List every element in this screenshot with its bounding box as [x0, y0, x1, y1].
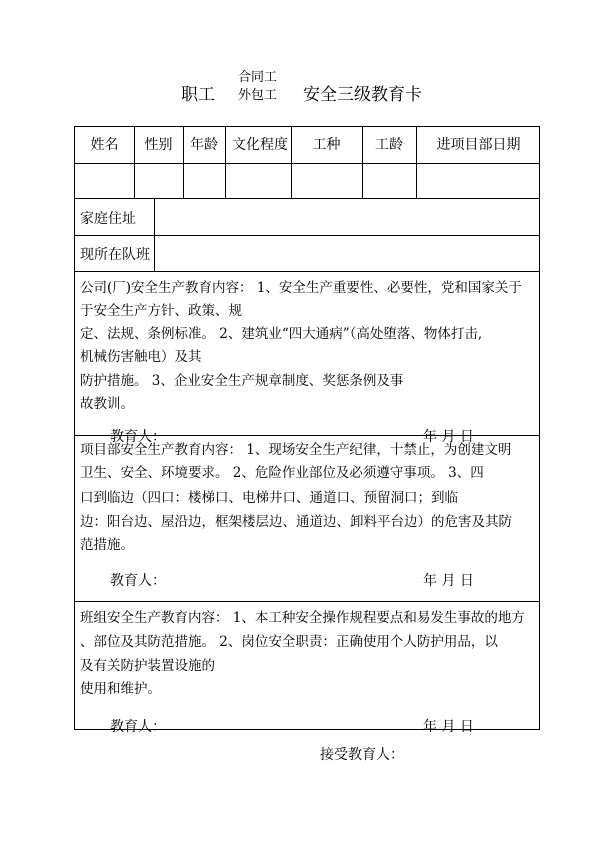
trainee-label: 接受教育人： [320, 747, 404, 763]
name-field[interactable] [75, 163, 134, 198]
project-content-line: 项目部安全生产教育内容： 1、现场安全生产纪律，十禁止，为创建文明 [80, 442, 512, 458]
gender-field[interactable] [134, 163, 183, 198]
outsourced-worker-label: 外包工 [238, 88, 278, 103]
project-content-line: 口到临边（四口：楼梯口、电梯井口、通道口、预留洞口；到临 [80, 490, 458, 506]
company-content-line: 于安全生产方针、政策、规 [80, 303, 242, 319]
team-content-line: 及有关防护装置设施的 [80, 658, 215, 674]
project-content-line: 卫生、安全、环境要求。 2、危险作业部位及必须遵守事项。 3、四 [80, 465, 484, 481]
company-date-label: 年 月 日 [423, 429, 474, 445]
work-years-field[interactable] [362, 163, 416, 198]
current-team-label: 现所在队班 [80, 247, 150, 263]
card-title: 安全三级教育卡 [303, 85, 422, 105]
column-name: 姓名 [90, 137, 119, 153]
contract-worker-label: 合同工 [238, 70, 278, 85]
company-content-line: 防护措施。 3、企业安全生产规章制度、奖惩条例及事 [80, 373, 404, 389]
column-age: 年龄 [190, 137, 218, 153]
project-education-section [75, 436, 539, 601]
company-content-line: 公司(厂)安全生产教育内容： 1、安全生产重要性、必要性，党和国家关于 [80, 280, 522, 296]
project-content-line: 范措施。 [80, 537, 134, 553]
team-education-section [75, 602, 539, 735]
home-address-label: 家庭住址 [80, 211, 136, 227]
team-content-line: 班组安全生产教育内容： 1、本工种安全操作规程要点和易发生事故的地方 [80, 610, 525, 626]
company-content-line: 机械伤害触电）及其 [80, 349, 202, 365]
column-trade: 工种 [312, 137, 341, 153]
team-educator-label: 教育人： [110, 719, 166, 735]
project-date-label: 年 月 日 [423, 573, 474, 589]
team-content-line: 、部位及其防范措施。 2、岗位安全职责：正确使用个人防护用品，以 [80, 634, 498, 650]
project-content-line: 边：阳台边、屋沿边，框架楼层边、通道边、卸料平台边）的危害及其防 [80, 514, 512, 530]
trade-field[interactable] [291, 163, 362, 198]
project-educator-label: 教育人： [110, 573, 166, 589]
current-team-field[interactable] [155, 236, 541, 271]
column-work-years: 工龄 [375, 137, 403, 153]
column-entry-date: 进项目部日期 [436, 137, 521, 153]
company-content-line: 故教训。 [80, 396, 134, 412]
company-educator-label: 教育人： [110, 429, 166, 445]
column-gender: 性别 [144, 137, 173, 153]
worker-label: 职工 [181, 85, 215, 105]
company-education-section [75, 272, 539, 445]
education-card-form [74, 126, 540, 735]
column-education-level: 文化程度 [232, 137, 288, 153]
team-content-line: 使用和维护。 [80, 681, 161, 697]
home-address-field[interactable] [155, 199, 541, 235]
team-date-label: 年 月 日 [423, 719, 474, 735]
age-field[interactable] [183, 163, 225, 198]
education-level-field[interactable] [225, 163, 291, 198]
company-content-line: 定、法规、条例标准。 2、建筑业“四大通病”（高处堕落、物体打击, [80, 326, 483, 342]
entry-date-field[interactable] [416, 163, 541, 198]
